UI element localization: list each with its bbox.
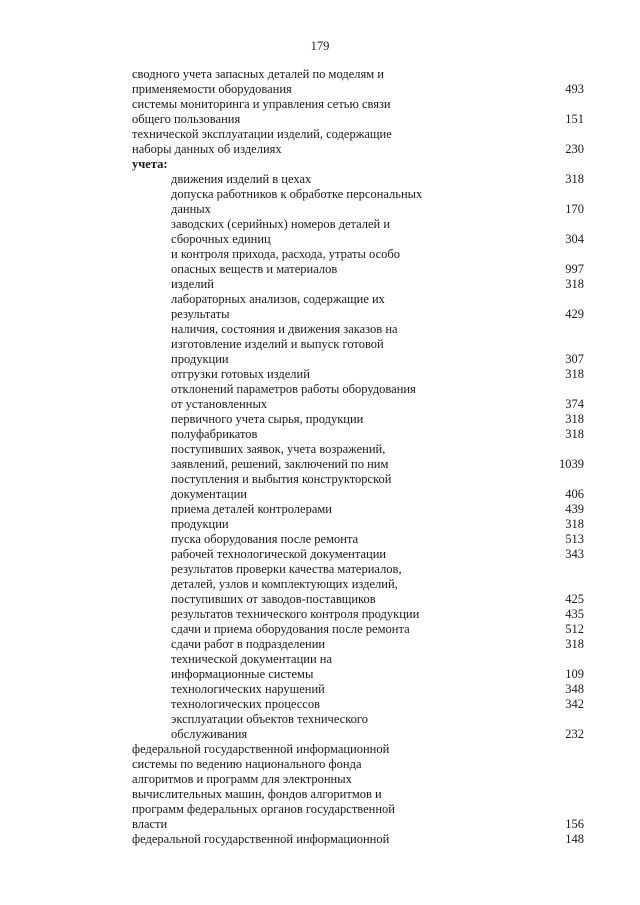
index-page-ref: 997 xyxy=(565,262,584,276)
index-entry xyxy=(132,502,584,517)
index-entry-line: сводного учета запасных деталей по моделям и xyxy=(132,67,384,81)
index-page-ref: 170 xyxy=(565,202,584,216)
index-entry-line: наличия, состояния и движения заказов на xyxy=(171,322,398,336)
index-entry-line: вычислительных машин, фондов алгоритмов и xyxy=(132,787,382,801)
index-entry-line: движения изделий в цехах xyxy=(171,172,312,186)
index-heading: учета: xyxy=(132,157,168,171)
index-page-ref: 304 xyxy=(565,232,584,246)
index-entry xyxy=(132,652,584,682)
index-page-ref: 148 xyxy=(565,832,584,846)
index-entry-line: приема деталей контролерами xyxy=(171,502,332,516)
index-entry-line: технологических процессов xyxy=(171,697,320,711)
index-page-ref: 439 xyxy=(565,502,584,516)
index-entry xyxy=(132,97,584,127)
index-entry-text xyxy=(132,652,524,682)
index-page-ref: 343 xyxy=(565,547,584,561)
index-entry-line: изделий xyxy=(171,277,214,291)
index-entry-line: первичного учета сырья, продукции xyxy=(171,412,364,426)
index-page-ref: 307 xyxy=(565,352,584,366)
index-entry xyxy=(132,292,584,322)
index-entry-line: допуска работников к обработке персональных xyxy=(171,187,423,201)
index-entry-line: продукции xyxy=(171,517,229,531)
index-page-ref: 1039 xyxy=(559,457,584,471)
index-page-ref: 318 xyxy=(565,277,584,291)
index-entry-text xyxy=(132,742,524,832)
index-entry-line: сборочных единиц xyxy=(171,232,271,246)
index-page-ref: 512 xyxy=(565,622,584,636)
page-number: 179 xyxy=(310,39,330,53)
index-entry xyxy=(132,217,584,247)
index-entry-line: федеральной государственной информационной xyxy=(132,742,390,756)
index-page-ref: 318 xyxy=(565,412,584,426)
index-entry-text xyxy=(132,622,524,637)
index-entry-line: и контроля прихода, расхода, утраты особо xyxy=(171,247,401,261)
index-entry-line: результаты xyxy=(171,307,230,321)
index-entry-text xyxy=(132,217,524,247)
index-entry-line: изготовление изделий и выпуск готовой xyxy=(171,337,384,351)
index-entry xyxy=(132,322,584,367)
index-entry-line: федеральной государственной информационной xyxy=(132,832,390,846)
index-entry xyxy=(132,247,584,277)
index-entry-line: применяемости оборудования xyxy=(132,82,292,96)
index-entry xyxy=(132,172,584,187)
index-entry-line: эксплуатации объектов технического xyxy=(171,712,368,726)
index-entry xyxy=(132,412,584,427)
index-entry xyxy=(132,517,584,532)
index-page-ref: 435 xyxy=(565,607,584,621)
index-entry-line: наборы данных об изделиях xyxy=(132,142,282,156)
index-entry-line: сдачи и приема оборудования после ремонта xyxy=(171,622,410,636)
index-entry xyxy=(132,562,584,607)
index-page-ref: 318 xyxy=(565,637,584,651)
index-page-ref: 156 xyxy=(565,817,584,831)
index-entry-text xyxy=(132,247,524,277)
index-entry-line: полуфабрикатов xyxy=(171,427,258,441)
index-entry-line: заводских (серийных) номеров деталей и xyxy=(171,217,391,231)
index-entry-text xyxy=(132,322,524,367)
index-entry-line: продукции xyxy=(171,352,229,366)
index-page-ref: 318 xyxy=(565,172,584,186)
index-page-ref: 318 xyxy=(565,427,584,441)
index-page-ref: 513 xyxy=(565,532,584,546)
index-page-ref: 230 xyxy=(565,142,584,156)
index-entry xyxy=(132,532,584,547)
index-entry xyxy=(132,277,584,292)
index-entry xyxy=(132,67,584,97)
index-entry-line: данных xyxy=(171,202,211,216)
index-entry-text xyxy=(132,562,524,607)
index-entry-line: технической эксплуатации изделий, содержащие xyxy=(132,127,392,141)
index-entry-line: технической документации на xyxy=(171,652,333,666)
index-entry-line: опасных веществ и материалов xyxy=(171,262,338,276)
index-page-ref: 374 xyxy=(565,397,584,411)
index-entry xyxy=(132,682,584,697)
index-entry xyxy=(132,382,584,412)
index-entry-line: сдачи работ в подразделении xyxy=(171,637,326,651)
index-entry xyxy=(132,622,584,637)
index-entry xyxy=(132,607,584,622)
index-entry-text xyxy=(132,472,524,502)
index-entry xyxy=(132,472,584,502)
index-page-ref: 318 xyxy=(565,517,584,531)
index-entry-line: деталей, узлов и комплектующих изделий, xyxy=(171,577,398,591)
index-entry-line: власти xyxy=(132,817,168,831)
index-entry-line: поступивших от заводов-поставщиков xyxy=(171,592,376,606)
index-entry xyxy=(132,427,584,442)
index-entry-text xyxy=(132,292,524,322)
index-entry-line: поступивших заявок, учета возражений, xyxy=(171,442,386,456)
index-entry-text xyxy=(132,547,524,562)
index-entry xyxy=(132,742,584,832)
index-entry-text xyxy=(132,712,524,742)
index-entry-text xyxy=(132,682,524,697)
index-entry-text xyxy=(132,607,524,622)
index-entry-line: общего пользования xyxy=(132,112,241,126)
index-page-ref: 151 xyxy=(565,112,584,126)
index-page-ref: 318 xyxy=(565,367,584,381)
index-page-ref: 348 xyxy=(565,682,584,696)
index-entry xyxy=(132,712,584,742)
index-entry-text xyxy=(132,97,524,127)
index-page-ref: 342 xyxy=(565,697,584,711)
index-page-ref: 493 xyxy=(565,82,584,96)
index-entry-line: рабочей технологической документации xyxy=(171,547,387,561)
index-entry xyxy=(132,547,584,562)
index-entry-text xyxy=(132,637,524,652)
index-page-ref: 109 xyxy=(565,667,584,681)
index-page-ref: 232 xyxy=(565,727,584,741)
index-entry-text xyxy=(132,172,524,187)
index-entry-line: документации xyxy=(171,487,247,501)
index-list xyxy=(132,67,584,847)
index-entry-line: от установленных xyxy=(171,397,268,411)
index-entry xyxy=(132,187,584,217)
index-entry-line: технологических нарушений xyxy=(171,682,325,696)
index-entry-line: результатов технического контроля продукции xyxy=(171,607,420,621)
index-entry-line: пуска оборудования после ремонта xyxy=(171,532,359,546)
index-entry xyxy=(132,367,584,382)
index-entry-text xyxy=(132,832,524,847)
index-entry-text xyxy=(132,427,524,442)
index-entry-text xyxy=(132,367,524,382)
index-entry-line: поступления и выбытия конструкторской xyxy=(171,472,392,486)
index-entry-text xyxy=(132,697,524,712)
index-entry xyxy=(132,637,584,652)
index-page-ref: 425 xyxy=(565,592,584,606)
index-entry xyxy=(132,442,584,472)
index-entry-text xyxy=(132,532,524,547)
index-entry-line: отгрузки готовых изделий xyxy=(171,367,310,381)
index-entry xyxy=(132,832,584,847)
index-entry-text xyxy=(132,502,524,517)
index-entry xyxy=(132,697,584,712)
index-entry-line: заявлений, решений, заключений по ним xyxy=(171,457,389,471)
index-entry-text xyxy=(132,517,524,532)
index-entry-text xyxy=(132,277,524,292)
index-entry-text xyxy=(132,382,524,412)
index-entry-line: системы мониторинга и управления сетью связи xyxy=(132,97,391,111)
index-entry-line: программ федеральных органов государственной xyxy=(132,802,395,816)
index-entry-line: отклонений параметров работы оборудования xyxy=(171,382,416,396)
index-entry-line: результатов проверки качества материалов, xyxy=(171,562,402,576)
index-entry-text xyxy=(132,442,524,472)
index-entry-text xyxy=(132,412,524,427)
index-entry-line: системы по ведению национального фонда xyxy=(132,757,362,771)
index-page-ref: 429 xyxy=(565,307,584,321)
index-entry-line: информационные системы xyxy=(171,667,314,681)
index-entry-text xyxy=(132,67,524,97)
index-entry-line: алгоритмов и программ для электронных xyxy=(132,772,352,786)
index-entry-text xyxy=(132,127,524,157)
index-entry xyxy=(132,127,584,157)
index-entry-text xyxy=(132,187,524,217)
index-page-ref: 406 xyxy=(565,487,584,501)
index-entry-line: обслуживания xyxy=(171,727,248,741)
index-entry-line: лабораторных анализов, содержащие их xyxy=(171,292,385,306)
